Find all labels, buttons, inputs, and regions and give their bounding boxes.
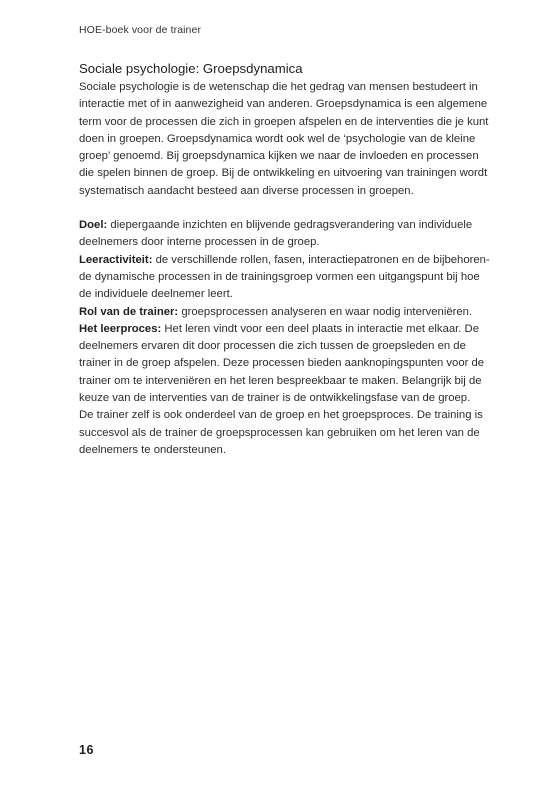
paragraph-spacer xyxy=(79,200,519,217)
definition-doel xyxy=(79,217,519,252)
definition-line: deelnemers te ondersteunen. xyxy=(79,443,226,456)
section-title: Sociale psychologie: Groepsdynamica xyxy=(79,61,303,76)
intro-paragraph xyxy=(79,79,519,200)
definition-line: De trainer zelf is ook onderdeel van de groep en het groepsproces. De training is xyxy=(79,409,483,422)
definition-line xyxy=(79,217,519,234)
definition-line: keuze van de interventies van de trainer is de ontwikkelingsfase van de groep. xyxy=(79,392,471,405)
intro-line: interactie met of in aanwezigheid van anderen. Groepsdynamica is een algemene xyxy=(79,98,488,111)
definition-line: deelnemers door interne processen in de groep. xyxy=(79,236,320,249)
intro-line: Sociale psychologie is de wetenschap die het gedrag van mensen bestudeert in xyxy=(79,81,478,93)
intro-line: doen in groepen. Groepsdynamica wordt ook wel de ‘psychologie van de kleine xyxy=(79,132,476,145)
definition-text: groepsprocessen analyseren en waar nodig interveniëren. xyxy=(178,305,473,318)
definition-leerproces xyxy=(79,321,519,459)
definition-line: de individuele deelnemer leert. xyxy=(79,288,233,301)
page-number: 16 xyxy=(79,743,95,757)
intro-line: groep’ genoemd. Bij groepsdynamica kijken we naar de invloeden en processen xyxy=(79,150,479,163)
definition-label: Rol van de trainer: xyxy=(79,305,179,318)
definition-line xyxy=(79,252,519,269)
definition-line: trainer in de groep afspelen. Deze processen bieden aanknopingspunten voor de xyxy=(79,357,485,370)
definition-line xyxy=(79,304,519,321)
definition-label: Het leerproces: xyxy=(79,322,162,335)
definition-line: succesvol als de trainer de groepsprocessen kan gebruiken om het leren van de xyxy=(79,426,480,439)
definition-leeractiviteit xyxy=(79,252,519,304)
definition-line xyxy=(79,321,519,338)
definition-rol-trainer xyxy=(79,304,519,321)
intro-line: term voor de processen die zich in groepen afspelen en de interventies die je kunt xyxy=(79,115,489,128)
running-head: HOE-boek voor de trainer xyxy=(79,24,202,36)
definition-text: diepergaande inzichten en blijvende gedragsverandering van individuele xyxy=(107,219,473,232)
definition-label: Leeractiviteit: xyxy=(79,253,153,266)
definition-line: de dynamische processen in de trainingsgroep vormen een uitgangspunt bij hoe xyxy=(79,270,480,283)
definition-text: Het leren vindt voor een deel plaats in interactie met elkaar. De xyxy=(161,322,479,335)
definition-line: trainer om te interveniëren en het leren bespreekbaar te maken. Belangrijk bij de xyxy=(79,374,482,387)
definition-text: de verschillende rollen, fasen, interactiepatronen en de bijbehoren- xyxy=(152,253,490,266)
definition-line: deelnemers ervaren dit door processen die zich tussen de groepsleden en de xyxy=(79,340,466,353)
intro-line: systematisch aandacht besteed aan diverse processen in groepen. xyxy=(79,184,414,197)
page-content xyxy=(79,60,519,459)
definition-label: Doel: xyxy=(79,219,108,232)
intro-line: die spelen binnen de groep. Bij de ontwikkeling en uitvoering van trainingen wordt xyxy=(79,167,488,180)
